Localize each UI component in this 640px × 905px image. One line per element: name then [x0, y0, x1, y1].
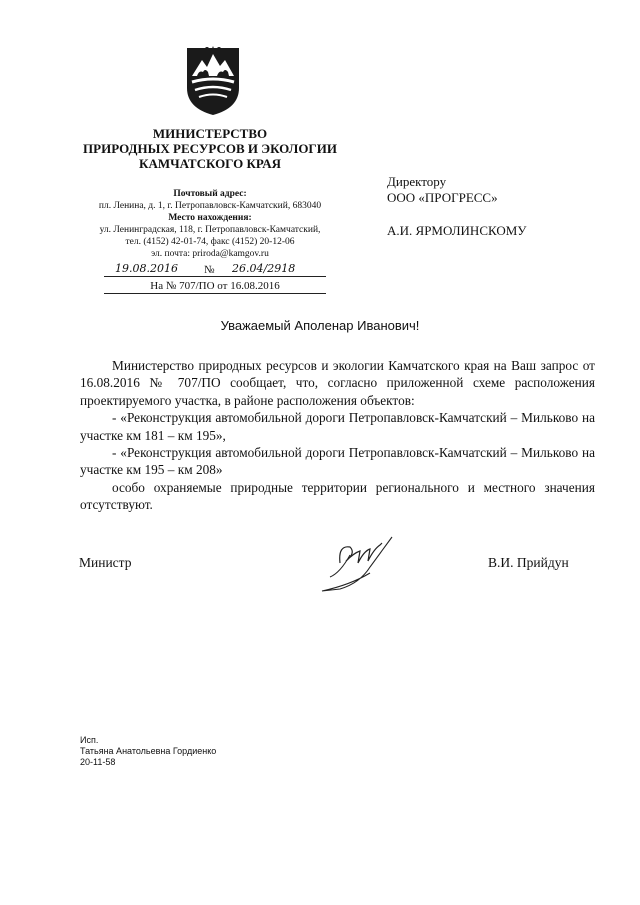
- registration-date: 19.08.2016: [115, 262, 178, 275]
- location-label: Место нахождения:: [168, 213, 252, 223]
- coat-of-arms-icon: [183, 42, 243, 117]
- addressee-title: Директору: [387, 174, 447, 189]
- letter-item-2: - «Реконструкция автомобильной дороги Петропавловск-Камчатский – Мильково на участке км 195 – км 208»: [80, 445, 595, 478]
- registration-number: 26.04/2918: [232, 262, 296, 275]
- ministry-address: [60, 188, 360, 260]
- phone-fax: тел. (4152) 42-01-74, факс (4152) 20-12-06: [125, 237, 295, 247]
- letter-intro: Министерство природных ресурсов и экологии Камчатского края на Ваш запрос от 16.08.2016 № 707/ПО сообщает, что, согласно приложенной схеме расположения проектируемого участка, в районе расположения объектов:: [80, 358, 595, 408]
- signer-position: Министр: [79, 555, 132, 570]
- executor-label: Исп.: [80, 735, 99, 745]
- addressee-name: А.И. ЯРМОЛИНСКОМУ: [387, 223, 527, 238]
- email: эл. почта: priroda@kamgov.ru: [151, 249, 269, 259]
- addressee: [387, 174, 498, 206]
- registration-number-sign: №: [204, 264, 215, 276]
- postal-label: Почтовый адрес:: [173, 189, 247, 199]
- greeting: Уважаемый Аполенар Иванович!: [220, 318, 420, 333]
- executor-phone: 20-11-58: [80, 757, 116, 767]
- ministry-name-line2: ПРИРОДНЫХ РЕСУРСОВ И ЭКОЛОГИИ: [83, 141, 337, 156]
- postal-address: пл. Ленина, д. 1, г. Петропавловск-Камчатский, 683040: [98, 201, 322, 211]
- executor-info: [80, 735, 216, 768]
- signer-name: В.И. Прийдун: [488, 555, 569, 570]
- location-address: ул. Ленинградская, 118, г. Петропавловск-Камчатский,: [99, 225, 321, 235]
- ministry-name-line1: МИНИСТЕРСТВО: [152, 126, 268, 141]
- ministry-name-line3: КАМЧАТСКОГО КРАЯ: [139, 156, 281, 171]
- incoming-reference: На № 707/ПО от 16.08.2016: [104, 280, 326, 294]
- addressee-company: ООО «ПРОГРЕСС»: [387, 190, 498, 205]
- ministry-name: [60, 126, 360, 171]
- letter-item-1: - «Реконструкция автомобильной дороги Петропавловск-Камчатский – Мильково на участке км 181 – км 195»,: [80, 410, 595, 443]
- handwritten-signature: [310, 533, 405, 593]
- registration-underline: [104, 276, 326, 277]
- executor-name: Татьяна Анатольевна Гордиенко: [80, 746, 217, 756]
- letter-body: [80, 357, 595, 514]
- letter-conclusion: особо охраняемые природные территории регионального и местного значения отсутствуют.: [80, 479, 595, 513]
